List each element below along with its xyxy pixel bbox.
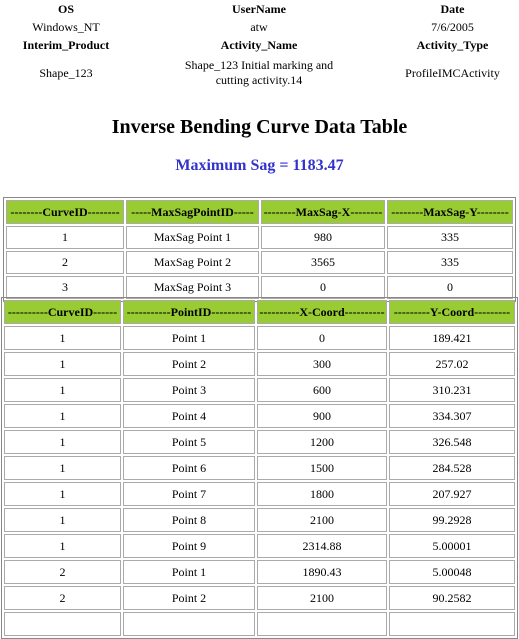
point-id-cell: Point 4 <box>123 404 255 428</box>
point-id-cell: Point 1 <box>123 560 255 584</box>
max-sag-label: Maximum Sag = 1183.47 <box>175 157 344 174</box>
x-value-cell: 1800 <box>257 482 387 506</box>
curve-id-cell: 2 <box>4 560 121 584</box>
y-value-cell: 257.02 <box>389 352 515 376</box>
point-id-cell: Point 6 <box>123 456 255 480</box>
metadata-table <box>0 0 519 92</box>
curve-id-cell: 1 <box>6 226 124 249</box>
table-row <box>6 276 513 299</box>
col-header-x-coord: ----------X-Coord---------- <box>257 300 387 324</box>
table-row <box>4 560 515 584</box>
x-value-cell: 600 <box>257 378 387 402</box>
curve-id-cell: 3 <box>6 276 124 299</box>
curve-id-cell: 1 <box>4 378 121 402</box>
meta-header-activity-name: Activity_Name <box>220 37 298 52</box>
table-row <box>4 482 515 506</box>
x-value-cell: 300 <box>257 352 387 376</box>
curve-id-cell: 1 <box>4 534 121 558</box>
table-row <box>4 456 515 480</box>
meta-value-activity-type: ProfileIMCActivity <box>405 65 500 80</box>
table-row <box>4 378 515 402</box>
point-id-cell: MaxSag Point 3 <box>126 276 259 299</box>
point-id-cell: MaxSag Point 2 <box>126 251 259 274</box>
points-header-row <box>4 300 515 324</box>
x-value-cell: 900 <box>257 404 387 428</box>
meta-header-activity-type: Activity_Type <box>416 37 489 52</box>
meta-value-activity-name <box>132 54 386 92</box>
table-row <box>4 404 515 428</box>
y-value-cell: 326.548 <box>389 430 515 454</box>
x-value-cell: 1890.43 <box>257 560 387 584</box>
y-value-cell: 90.2582 <box>389 586 515 610</box>
x-value-cell: 0 <box>261 276 385 299</box>
table-row <box>4 612 515 636</box>
meta-header-os: OS <box>57 1 74 16</box>
point-id-cell: MaxSag Point 1 <box>126 226 259 249</box>
points-table <box>1 297 518 639</box>
y-value-cell: 334.307 <box>389 404 515 428</box>
max-sag-table <box>3 197 516 302</box>
point-id-cell: Point 9 <box>123 534 255 558</box>
curve-id-cell: 1 <box>4 352 121 376</box>
meta-value-interim-product: Shape_123 <box>39 65 93 80</box>
table-row <box>4 352 515 376</box>
col-header-maxsag-y: --------MaxSag-Y-------- <box>387 200 513 224</box>
y-value-cell: 335 <box>387 251 513 274</box>
activity-name-text: Shape_123 Initial marking and cutting activity.14 <box>184 58 334 87</box>
x-value-cell: 3565 <box>261 251 385 274</box>
y-value-cell: 310.231 <box>389 378 515 402</box>
x-value-cell: 1500 <box>257 456 387 480</box>
curve-id-cell <box>4 612 121 636</box>
curve-id-cell: 1 <box>4 326 121 350</box>
max-sag-table-body <box>6 226 513 299</box>
page-title: Inverse Bending Curve Data Table <box>111 116 408 138</box>
point-id-cell: Point 5 <box>123 430 255 454</box>
curve-id-cell: 1 <box>4 404 121 428</box>
x-value-cell: 0 <box>257 326 387 350</box>
y-value-cell: 5.00048 <box>389 560 515 584</box>
x-value-cell: 2100 <box>257 586 387 610</box>
y-value-cell: 189.421 <box>389 326 515 350</box>
point-id-cell: Point 8 <box>123 508 255 532</box>
meta-value-date: 7/6/2005 <box>431 19 474 34</box>
x-value-cell: 2100 <box>257 508 387 532</box>
col-header-maxsagpointid: -----MaxSagPointID----- <box>126 200 259 224</box>
meta-header-username: UserName <box>232 1 286 16</box>
curve-id-cell: 1 <box>4 430 121 454</box>
point-id-cell: Point 2 <box>123 586 255 610</box>
y-value-cell: 0 <box>387 276 513 299</box>
curve-id-cell: 2 <box>6 251 124 274</box>
table-row <box>4 534 515 558</box>
meta-value-os: Windows_NT <box>32 19 100 34</box>
table-row <box>4 430 515 454</box>
y-value-cell: 5.00001 <box>389 534 515 558</box>
point-id-cell <box>123 612 255 636</box>
col-header-pointid: -----------PointID---------- <box>123 300 255 324</box>
points-table-body <box>4 326 515 636</box>
table-row <box>4 326 515 350</box>
point-id-cell: Point 2 <box>123 352 255 376</box>
curve-id-cell: 1 <box>4 508 121 532</box>
table-row <box>6 251 513 274</box>
y-value-cell: 207.927 <box>389 482 515 506</box>
meta-header-date: Date <box>440 1 465 16</box>
y-value-cell <box>389 612 515 636</box>
y-value-cell: 284.528 <box>389 456 515 480</box>
meta-header-interim-product: Interim_Product <box>22 37 110 52</box>
col-header-y-coord: ---------Y-Coord--------- <box>389 300 515 324</box>
curve-id-cell: 1 <box>4 482 121 506</box>
point-id-cell: Point 1 <box>123 326 255 350</box>
point-id-cell: Point 3 <box>123 378 255 402</box>
table-row <box>6 226 513 249</box>
point-id-cell: Point 7 <box>123 482 255 506</box>
x-value-cell: 2314.88 <box>257 534 387 558</box>
col-header-curveid: --------CurveID-------- <box>6 200 124 224</box>
col-header-maxsag-x: --------MaxSag-X-------- <box>261 200 385 224</box>
table-row <box>4 508 515 532</box>
table-row <box>4 586 515 610</box>
max-sag-header-row <box>6 200 513 224</box>
curve-id-cell: 1 <box>4 456 121 480</box>
col-header-curveid: ----------CurveID------ <box>4 300 121 324</box>
curve-id-cell: 2 <box>4 586 121 610</box>
x-value-cell: 1200 <box>257 430 387 454</box>
x-value-cell <box>257 612 387 636</box>
meta-value-username: atw <box>250 19 268 34</box>
y-value-cell: 335 <box>387 226 513 249</box>
y-value-cell: 99.2928 <box>389 508 515 532</box>
x-value-cell: 980 <box>261 226 385 249</box>
